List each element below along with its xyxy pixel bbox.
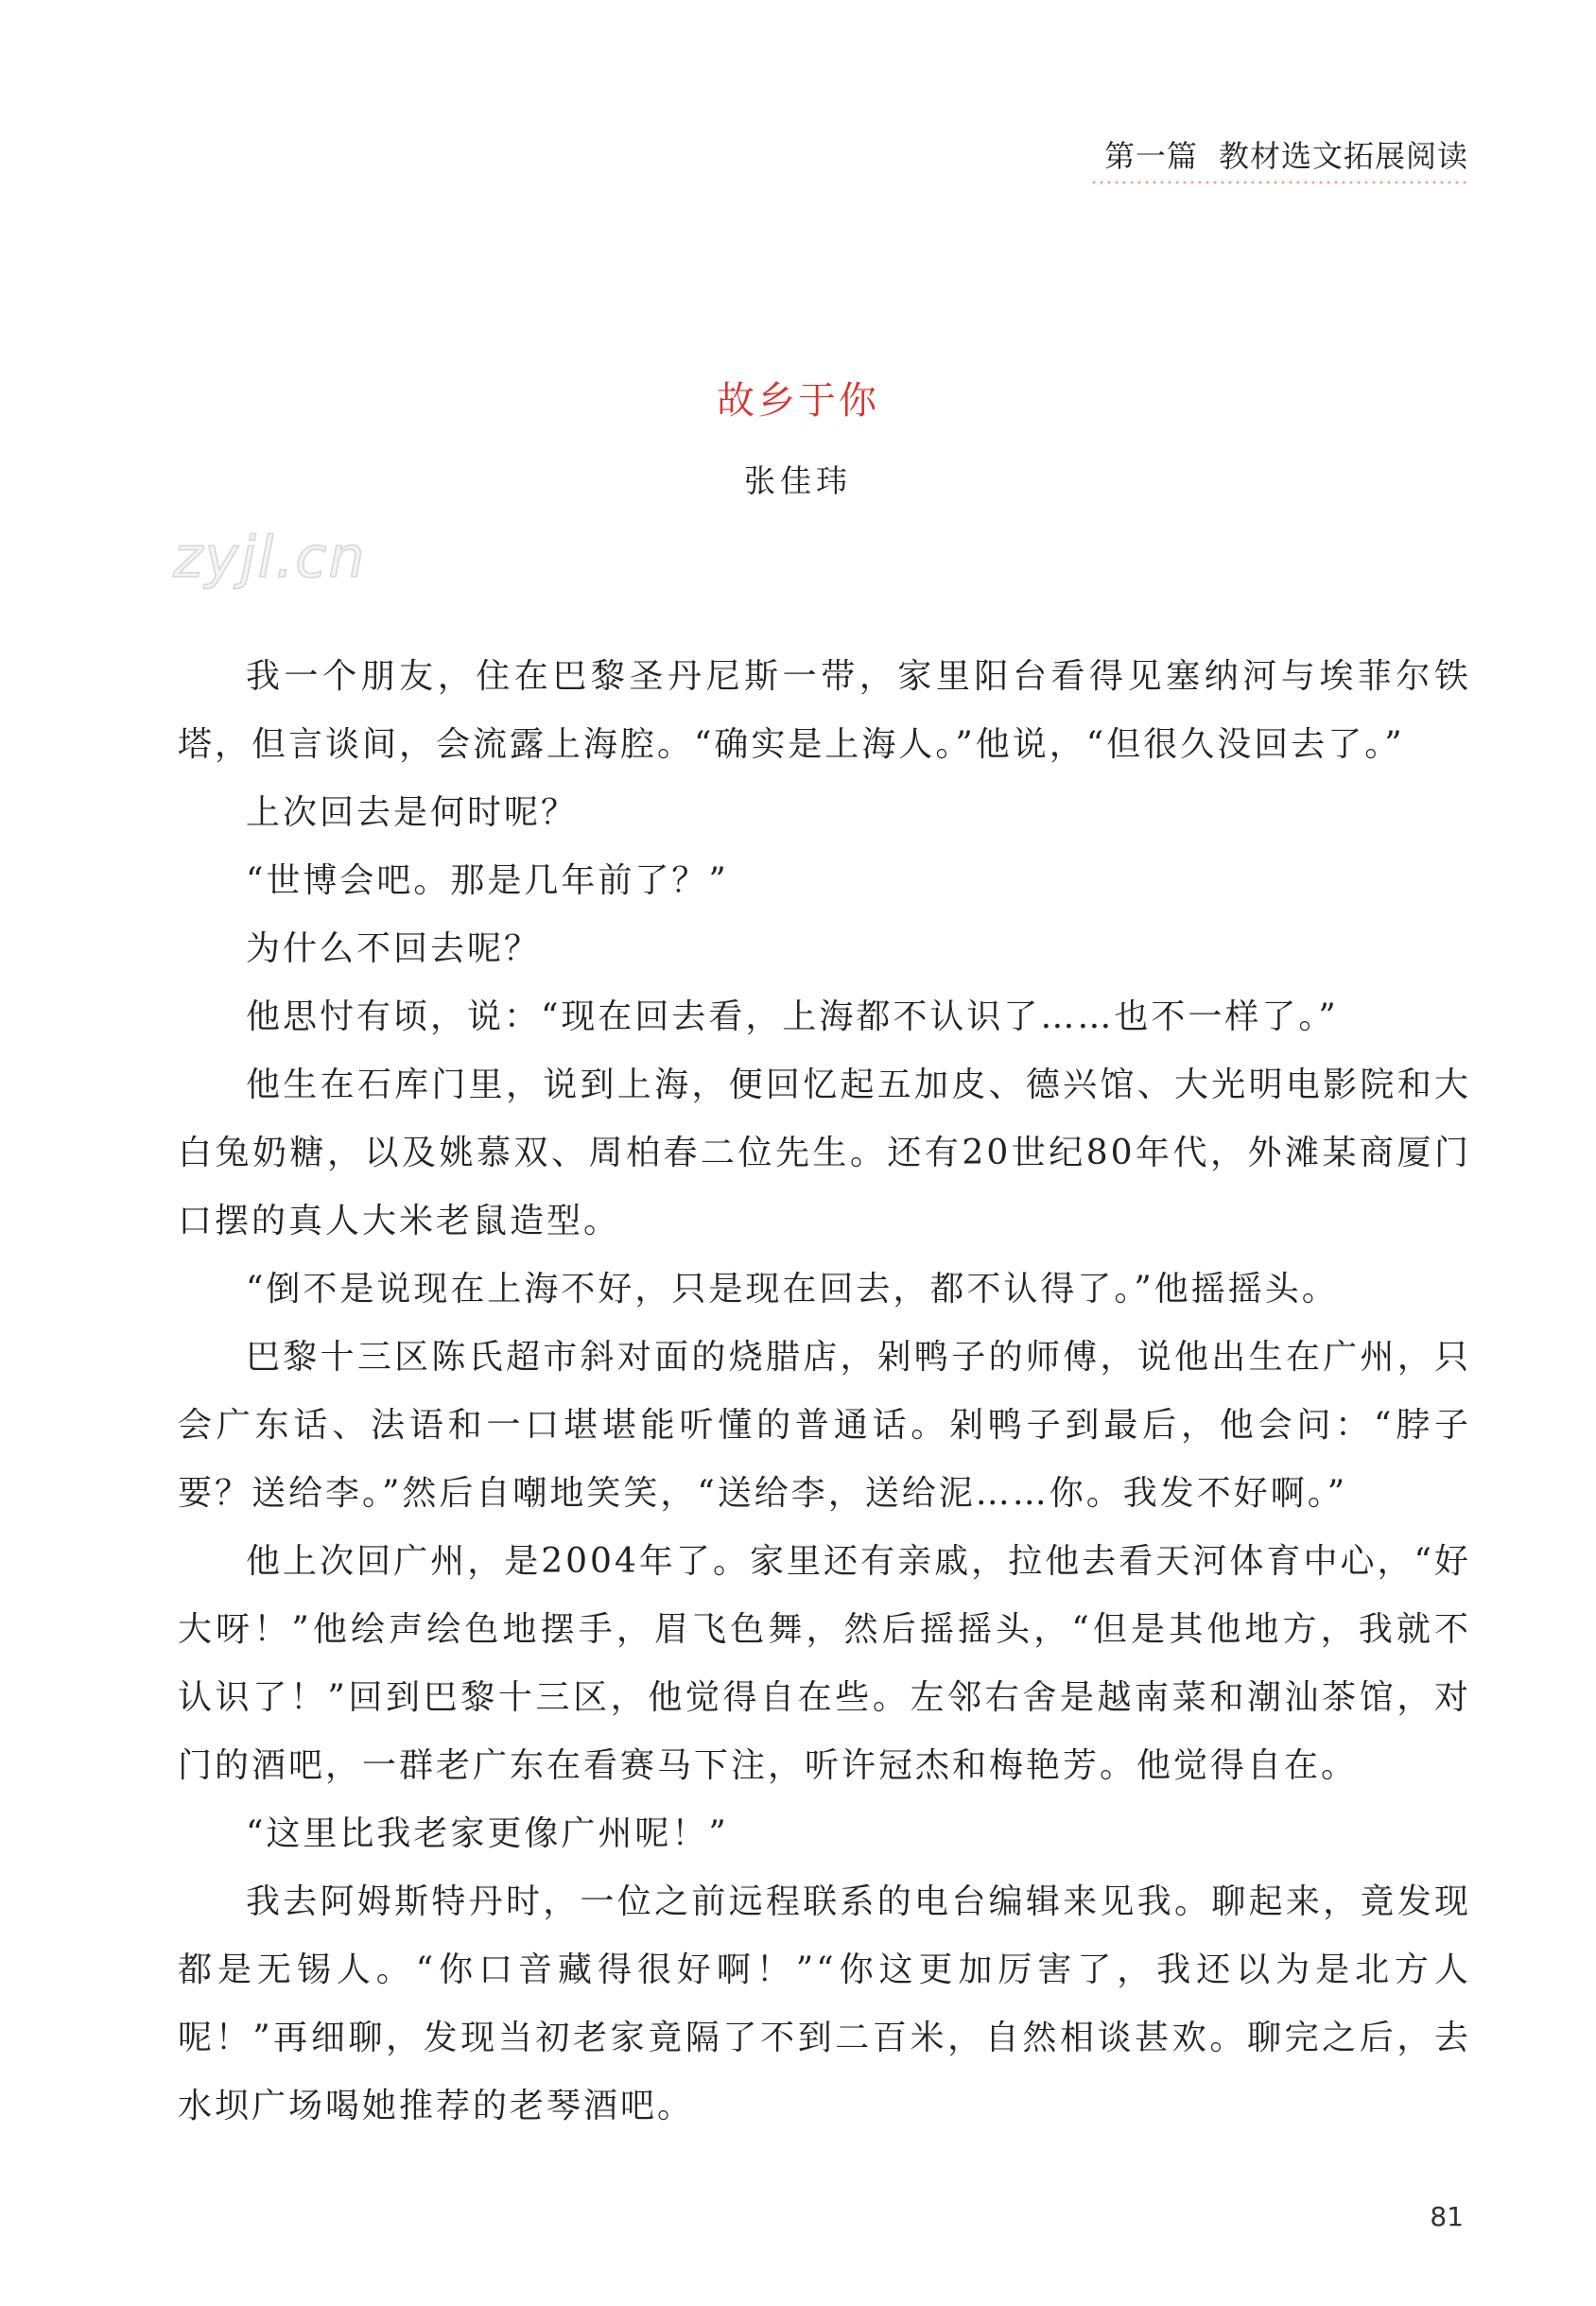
paragraph: 上次回去是何时呢？ <box>246 793 579 832</box>
paragraph: 我去阿姆斯特丹时，一位之前远程联系的电台编辑来见我。聊起来，竟发现都是无锡人。“你口音藏得很好啊！”“你这更加厉害了，我还以为是北方人呢！”再细聊，发现当初老家竟隔了不到二百米，自然相谈甚欢。聊完之后，去水坝广场喝她推荐的老琴酒吧。 <box>178 1882 1471 2125</box>
watermark: zyjl.cn <box>173 525 367 591</box>
paragraph: 他上次回广州，是2004年了。家里还有亲戚，拉他去看天河体育中心，“好大呀！”他绘声绘色地摆手，眉飞色舞，然后摇摇头，“但是其他地方，我就不认识了！”回到巴黎十三区，他觉得自在些。左邻右舍是越南菜和潮汕茶馆，对门的酒吧，一群老广东在看赛马下注，听许冠杰和梅艳芳。他觉得自在。 <box>178 1542 1471 1785</box>
header-title: 教材选文拓展阅读 <box>1218 138 1468 174</box>
header-underline <box>1090 180 1468 185</box>
header-section: 第一篇 <box>1103 138 1198 174</box>
paragraph: 为什么不回去呢？ <box>246 929 542 968</box>
paragraph: 他思忖有顷，说：“现在回去看，上海都不认识了……也不一样了。” <box>246 997 1339 1036</box>
article-title: 故乡于你 <box>717 379 879 423</box>
article-author: 张佳玮 <box>744 462 852 499</box>
running-header <box>1104 132 1468 176</box>
paragraph: “倒不是说现在上海不好，只是现在回去，都不认得了。”他摇摇头。 <box>246 1270 1339 1309</box>
paragraph: 巴黎十三区陈氏超市斜对面的烧腊店，剁鸭子的师傅，说他出生在广州，只会广东话、法语和一口堪堪能听懂的普通话。剁鸭子到最后，他会问：“脖子要？送给李。”然后自嘲地笑笑，“送给李，送给泥……你。我发不好啊。” <box>178 1338 1471 1513</box>
paragraph: “这里比我老家更像广州呢！” <box>246 1814 729 1853</box>
article-body <box>178 643 1471 2141</box>
page-number: 81 <box>1430 2201 1464 2232</box>
paragraph: 我一个朋友，住在巴黎圣丹尼斯一带，家里阳台看得见塞纳河与埃菲尔铁塔，但言谈间，会流露上海腔。“确实是上海人。”他说，“但很久没回去了。” <box>178 657 1471 764</box>
paragraph: 他生在石库门里，说到上海，便回忆起五加皮、德兴馆、大光明电影院和大白兔奶糖，以及姚慕双、周柏春二位先生。还有20世纪80年代，外滩某商厦门口摆的真人大米老鼠造型。 <box>178 1066 1471 1240</box>
paragraph: “世博会吧。那是几年前了？” <box>246 861 729 900</box>
